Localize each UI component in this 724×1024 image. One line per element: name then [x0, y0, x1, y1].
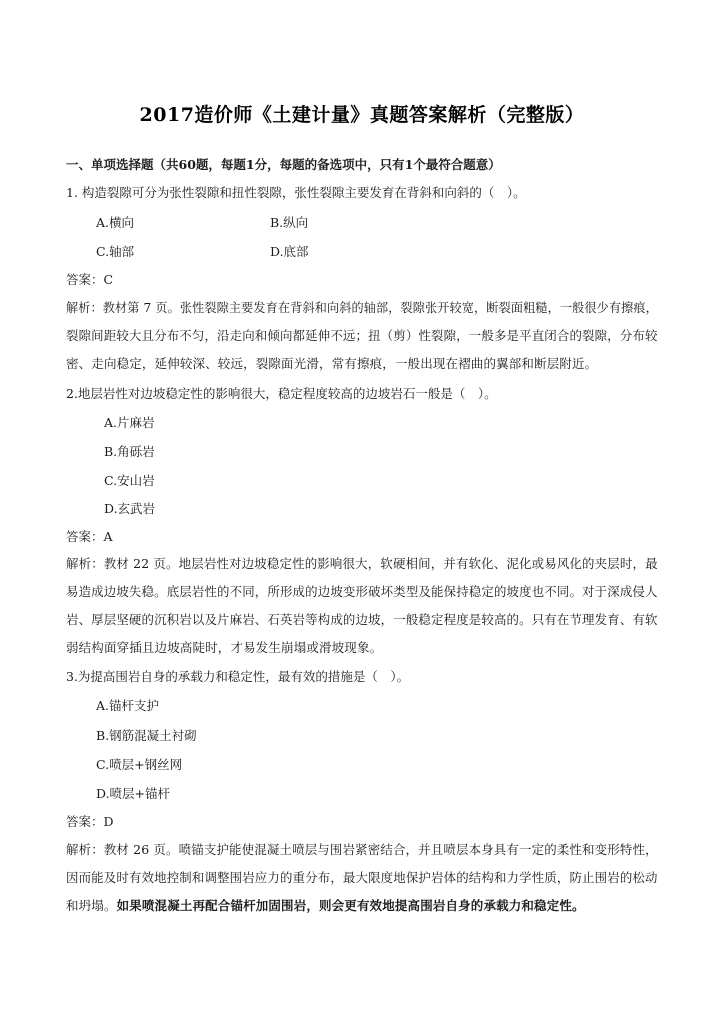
question-1-analysis-line: 裂隙间距较大且分布不匀，沿走向和倾向都延伸不远；扭（剪）性裂隙，一般多是平直闭合的裂隙，分布较	[66, 328, 658, 343]
question-3-option-b: B.钢筋混凝土衬砌	[96, 728, 197, 743]
document-title: 2017造价师《土建计量》真题答案解析（完整版）	[139, 104, 585, 126]
question-2-option-c: C.安山岩	[104, 473, 155, 488]
question-3-option-c: C.喷层+钢丝网	[96, 757, 183, 772]
question-1-option-c: C.轴部	[96, 244, 135, 259]
question-2-option-b: B.角砾岩	[104, 444, 155, 459]
question-2-stem: 2.地层岩性对边坡稳定性的影响很大，稳定程度较高的边坡岩石一般是（ ）。	[66, 386, 497, 401]
question-3-stem: 3.为提高围岩自身的承载力和稳定性，最有效的措施是（ ）。	[66, 669, 410, 684]
question-1-stem: 1. 构造裂隙可分为张性裂隙和扭性裂隙，张性裂隙主要发育在背斜和向斜的（ ）。	[66, 185, 526, 200]
question-3-analysis-last-line	[66, 898, 585, 914]
question-1-option-b: B.纵向	[270, 215, 309, 230]
question-3-option-d: D.喷层+锚杆	[96, 786, 171, 801]
question-2-analysis-line: 岩、厚层坚硬的沉积岩以及片麻岩、石英岩等构成的边坡，一般稳定程度是较高的。只有在节理发育、有软	[66, 612, 658, 627]
question-1-option-a: A.横向	[96, 215, 135, 230]
question-2-answer: 答案：A	[66, 529, 113, 544]
question-3-answer: 答案：D	[66, 814, 114, 829]
question-2-analysis-line: 易造成边坡失稳。底层岩性的不同，所形成的边坡变形破坏类型及能保持稳定的坡度也不同。对于深成侵人	[66, 584, 658, 599]
section-header: 一、单项选择题（共60题，每题1分，每题的备选项中，只有1个最符合题意）	[66, 157, 501, 172]
question-3-analysis-emphasis: 如果喷混凝土再配合锚杆加固围岩，则会更有效地提高围岩自身的承载力和稳定性。	[116, 898, 585, 913]
question-3-analysis-tail: 和坍塌。	[66, 898, 117, 913]
question-3-option-a: A.锚杆支护	[96, 698, 160, 713]
question-3-analysis-line: 因而能及时有效地控制和调整围岩应力的重分布，最大限度地保护岩体的结构和力学性质，防止围岩的松动	[66, 870, 658, 885]
question-2-analysis-line: 弱结构面穿插且边坡高陡时，才易发生崩塌或滑坡现象。	[66, 640, 383, 655]
question-3-analysis-line: 解析：教材 26 页。喷锚支护能使混凝土喷层与围岩紧密结合，并且喷层本身具有一定的柔性和变形特性，	[66, 842, 658, 857]
question-1-answer: 答案：C	[66, 272, 114, 287]
question-1-analysis-line: 密、走向稳定，延伸较深、较远，裂隙面光滑，常有擦痕，一般出现在褶曲的翼部和断层附近。	[66, 356, 598, 371]
question-1-option-d: D.底部	[270, 244, 309, 259]
question-1-analysis-line: 解析：教材第 7 页。张性裂隙主要发育在背斜和向斜的轴部，裂隙张开较宽，断裂面粗糙，一般很少有擦痕，	[66, 300, 658, 315]
question-2-option-d: D.玄武岩	[104, 501, 156, 516]
question-2-option-a: A.片麻岩	[104, 415, 155, 430]
question-2-analysis-line: 解析：教材 22 页。地层岩性对边坡稳定性的影响很大，软硬相间，并有软化、泥化或易风化的夹层时，最	[66, 556, 658, 571]
